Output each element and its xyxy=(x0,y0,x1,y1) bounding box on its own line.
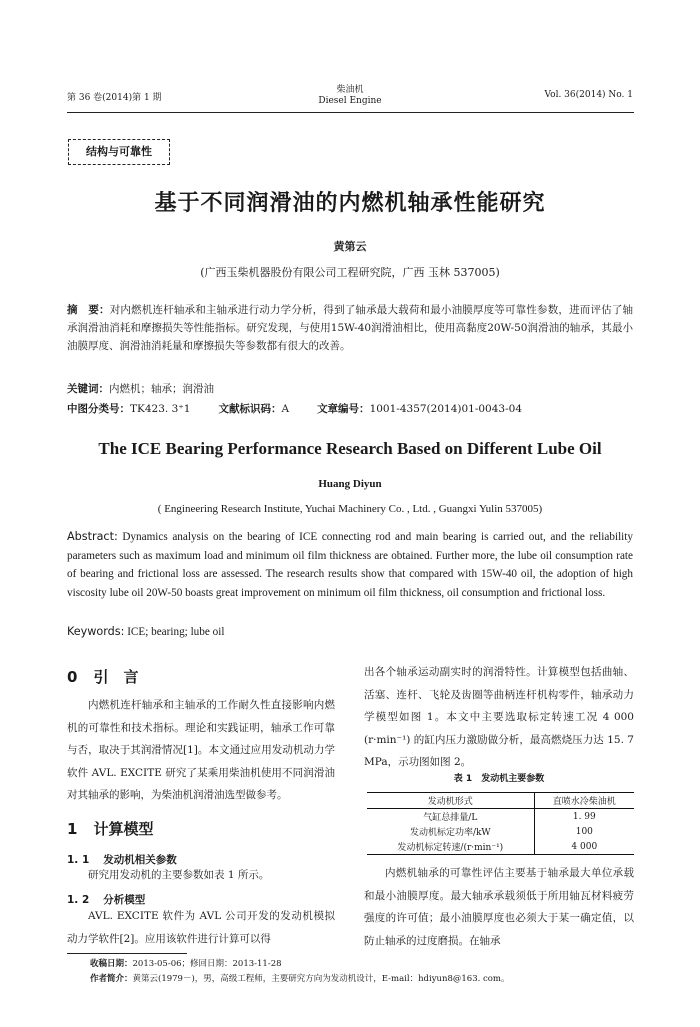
affiliation-cn: (广西玉柴机器股份有限公司工程研究院，广西 玉林 537005) xyxy=(200,266,500,279)
section-1-1-text: 研究用发动机的主要参数如表 1 所示。 xyxy=(88,869,270,881)
keywords-en xyxy=(67,623,633,641)
abstract-en xyxy=(67,528,633,602)
abstract-cn-label: 摘 要： xyxy=(67,304,110,316)
section-1-2-number: 1. 2 xyxy=(67,894,90,906)
footnote-dates-label: 收稿日期： xyxy=(90,959,133,969)
table-cell: 气缸总排量/L xyxy=(367,809,534,825)
table-cell: 1. 99 xyxy=(572,811,596,822)
table-1-caption: 表 1 发动机主要参数 xyxy=(453,774,545,784)
section-1-heading xyxy=(67,818,153,839)
section-1-1-number: 1. 1 xyxy=(67,854,90,866)
section-1-1-title: 发动机相关参数 xyxy=(103,854,177,866)
table-header-cell: 直喷水冷柴油机 xyxy=(534,793,634,809)
table-cell: 4 000 xyxy=(534,839,634,855)
footnote-rule xyxy=(67,953,187,954)
abstract-cn xyxy=(67,301,633,355)
author-cn: 黄第云 xyxy=(333,240,367,253)
table-cell: 发动机标定功率/kW xyxy=(367,824,534,839)
keywords-cn-text: 内燃机；轴承；润滑油 xyxy=(109,383,214,395)
table-1 xyxy=(367,792,634,855)
table-row xyxy=(367,809,634,825)
doc-code-value: A xyxy=(281,403,290,415)
paper-title-cn: 基于不同润滑油的内燃机轴承性能研究 xyxy=(154,191,546,216)
footnote-dates-value: 2013-05-06；修回日期：2013-11-28 xyxy=(132,959,282,969)
section-0-title: 引 言 xyxy=(93,668,139,686)
header-right: Vol. 36(2014) No. 1 xyxy=(544,90,633,100)
header-left: 第 36 卷(2014)第 1 期 xyxy=(67,93,162,103)
section-1-number: 1 xyxy=(67,820,78,838)
article-number-label: 文章编号： xyxy=(317,403,370,415)
keywords-cn xyxy=(67,380,633,398)
section-0-text: 内燃机连杆轴承和主轴承的工作耐久性直接影响内燃机的可靠性和技术指标。理论和实践证明，轴承工作可靠与否，取决于其润滑情况[1]。本文通过应用发动机动力学软件 AVL. EXCITE 研究了某乘用柴油机使用不同润滑油对其轴承的影响，为柴油机润滑油选型做参考。 xyxy=(67,699,335,801)
right-column-top-text: 出各个轴承运动副实时的润滑特性。计算模型包括曲轴、活塞、连杆、飞轮及齿圈等曲柄连杆机构零件，轴承动力学模型如图 1。本文中主要选取标定转速工况 4 000 (r·min⁻¹) 的缸内压力激励做分析，最高燃烧压力达 15. 7 MPa，示功图如图 2。 xyxy=(364,666,634,768)
header-center-en: Diesel Engine xyxy=(318,96,382,106)
classification-line xyxy=(67,400,633,418)
column-tag: 结构与可靠性 xyxy=(68,139,170,165)
abstract-cn-text: 对内燃机连杆轴承和主轴承进行动力学分析，得到了轴承最大载荷和最小油膜厚度等可靠性参数，进而评估了轴承润滑油消耗和摩擦损失等性能指标。研究发现，与使用15W-40润滑油相比，使用高黏度20W-50润滑油的轴承，其最小油膜厚度、润滑油消耗量和摩擦损失等参数都有很大的改善。 xyxy=(67,304,634,352)
table-row xyxy=(367,793,634,809)
section-0-heading xyxy=(67,666,138,687)
footnote-dates xyxy=(90,957,282,969)
table-cell: 发动机标定转速/(r·min⁻¹) xyxy=(367,839,534,855)
table-row xyxy=(367,839,634,855)
doc-code-label: 文献标识码： xyxy=(218,403,282,415)
article-number-value: 1001-4357(2014)01-0043-04 xyxy=(369,403,523,415)
abstract-en-label: Abstract: xyxy=(67,530,118,543)
section-1-2-text: AVL. EXCITE 软件为 AVL 公司开发的发动机模拟动力学软件[2]。应用该软件进行计算可以得 xyxy=(67,910,335,945)
table-header-cell: 发动机形式 xyxy=(367,793,534,809)
footnote-bio-value: 黄第云(1979－)，男，高级工程师，主要研究方向为发动机设计，E-mail：hdiyun8@163. com。 xyxy=(132,974,510,984)
abstract-en-text: Dynamics analysis on the bearing of ICE connecting rod and main bearing is carried out, and the reliability parameters such as maximum load and minimum oil film thickness are obtained. Further more, the lube oil consumption rate of bearing and frictional loss are assessed. The research results show that compared with 15W-40 oil, the adoption of high viscosity lube oil 20W-50 boasts great improvement on minimum oil film thickness, oil consumption and frictional loss. xyxy=(67,531,633,599)
paper-title-en: The ICE Bearing Performance Research Based on Different Lube Oil xyxy=(98,439,602,458)
keywords-cn-label: 关键词： xyxy=(67,383,109,395)
keywords-en-label: Keywords: xyxy=(67,625,125,638)
header-rule xyxy=(67,112,634,113)
keywords-en-text: ICE; bearing; lube oil xyxy=(124,626,225,638)
footnote-bio-label: 作者简介： xyxy=(90,974,133,984)
header-center-cn: 柴油机 xyxy=(336,85,364,95)
right-column-bottom-text: 内燃机轴承的可靠性评估主要基于轴承最大单位承载和最小油膜厚度。最大轴承承载须低于所用轴瓦材料疲劳强度的许可值；最小油膜厚度也必须大于某一确定值，以防止轴承的过度磨损。在轴承 xyxy=(364,867,634,947)
section-1-2-title: 分析模型 xyxy=(103,894,146,906)
table-row xyxy=(367,824,634,839)
footnote-bio xyxy=(90,972,509,984)
author-en: Huang Diyun xyxy=(318,478,382,490)
clc-value: TK423. 3⁺1 xyxy=(130,403,191,415)
affiliation-en: ( Engineering Research Institute, Yuchai Machinery Co. , Ltd. , Guangxi Yulin 537005) xyxy=(157,503,543,515)
table-cell: 100 xyxy=(575,826,593,837)
clc-label: 中图分类号： xyxy=(67,403,130,415)
section-0-number: 0 xyxy=(67,668,78,686)
section-1-title: 计算模型 xyxy=(93,820,154,838)
